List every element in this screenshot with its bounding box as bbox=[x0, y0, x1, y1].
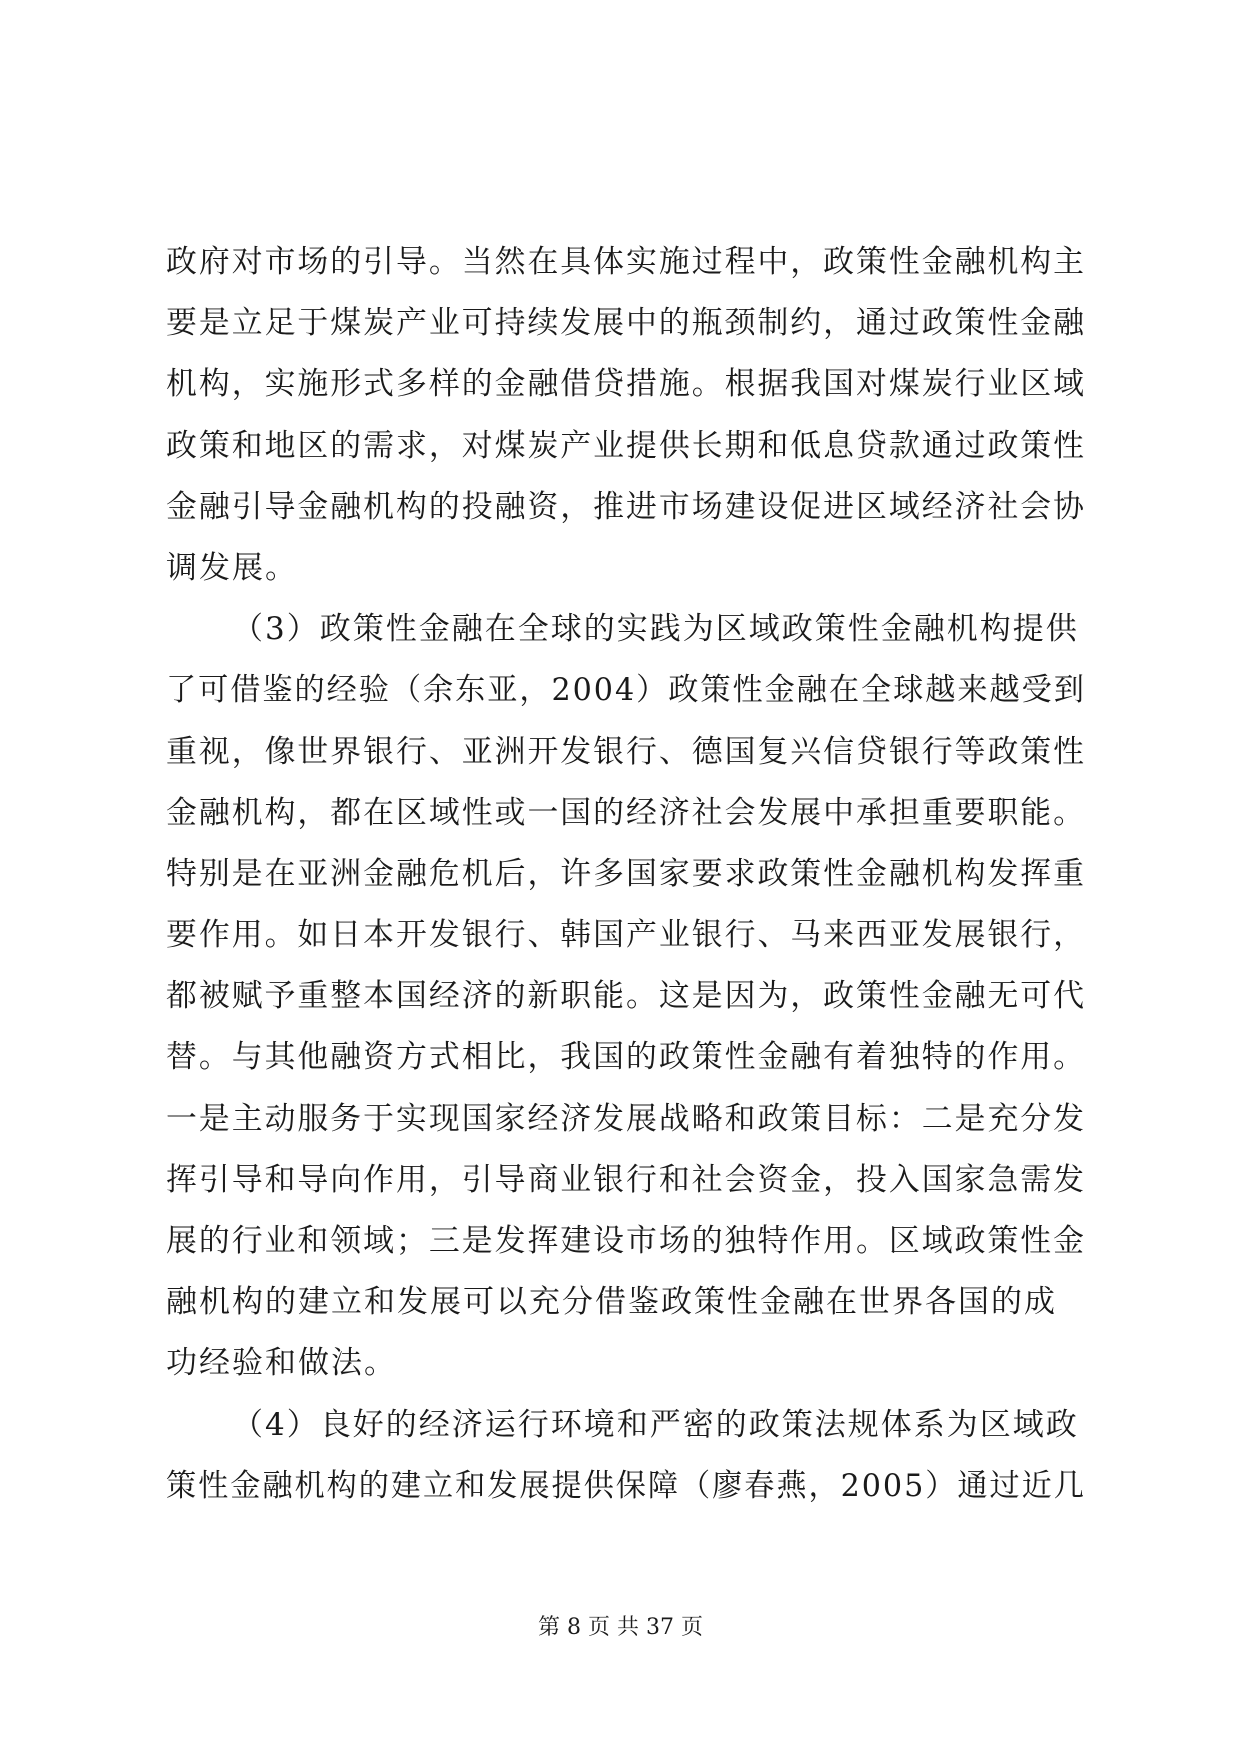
text-line: 功经验和做法。 bbox=[166, 1345, 397, 1382]
text-line: 一是主动服务于实现国家经济发展战略和政策目标：二是充分发 bbox=[166, 1100, 1087, 1137]
text-line: 融机构的建立和发展可以充分借鉴政策性金融在世界各国的成 bbox=[166, 1284, 1057, 1321]
text-line: 要是立足于煤炭产业可持续发展中的瓶颈制约，通过政策性金融 bbox=[166, 305, 1087, 342]
page-number-footer: 第 8 页 共 37 页 bbox=[538, 1615, 703, 1640]
text-line: 政策和地区的需求，对煤炭产业提供长期和低息贷款通过政策性 bbox=[166, 427, 1087, 464]
text-line: 特别是在亚洲金融危机后，许多国家要求政策性金融机构发挥重 bbox=[166, 855, 1087, 892]
text-line: 重视，像世界银行、亚洲开发银行、德国复兴信贷银行等政策性 bbox=[166, 733, 1087, 770]
body-text bbox=[166, 232, 1086, 1517]
text-line: 策性金融机构的建立和发展提供保障（廖春燕，2005）通过近几 bbox=[166, 1467, 1086, 1504]
text-line: 替。与其他融资方式相比，我国的政策性金融有着独特的作用。 bbox=[166, 1039, 1087, 1076]
text-line: 挥引导和导向作用，引导商业银行和社会资金，投入国家急需发 bbox=[166, 1161, 1087, 1198]
text-line: 展的行业和领域；三是发挥建设市场的独特作用。区域政策性金 bbox=[166, 1223, 1087, 1259]
text-line: 了可借鉴的经验（余东亚，2004）政策性金融在全球越来越受到 bbox=[166, 672, 1086, 709]
text-line: 金融机构，都在区域性或一国的经济社会发展中承担重要职能。 bbox=[166, 794, 1087, 831]
text-line: 都被赋予重整本国经济的新职能。这是因为，政策性金融无可代 bbox=[166, 978, 1087, 1015]
text-line: 政府对市场的引导。当然在具体实施过程中，政策性金融机构主 bbox=[166, 244, 1087, 280]
paragraph-start-line: （3）政策性金融在全球的实践为区域政策性金融机构提供 bbox=[232, 611, 1079, 648]
text-line: 要作用。如日本开发银行、韩国产业银行、马来西亚发展银行， bbox=[166, 917, 1087, 954]
text-line: 调发展。 bbox=[166, 549, 298, 586]
text-line: 金融引导金融机构的投融资，推进市场建设促进区域经济社会协 bbox=[166, 488, 1087, 525]
text-line: 机构，实施形式多样的金融借贷措施。根据我国对煤炭行业区域 bbox=[166, 366, 1087, 403]
paragraph-start-line: （4）良好的经济运行环境和严密的政策法规体系为区域政 bbox=[232, 1406, 1079, 1443]
